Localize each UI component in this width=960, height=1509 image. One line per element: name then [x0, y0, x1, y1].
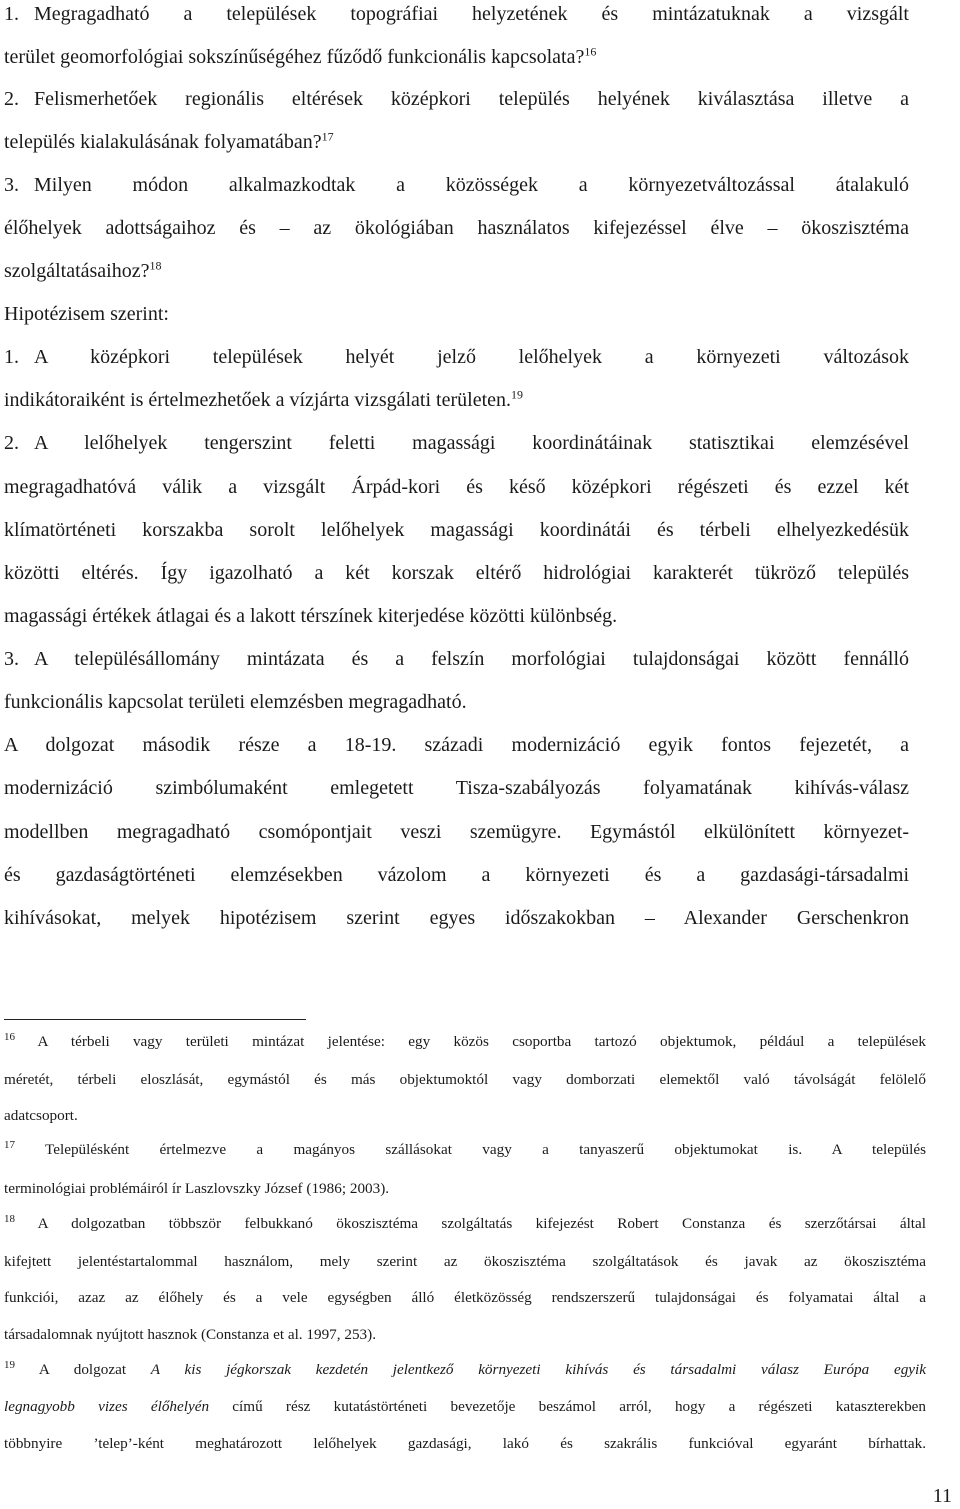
text-line: [4, 561, 909, 585]
footnote-text: méretét, térbeli eloszlását, egymástól és más objektumoktól vagy domborzati elemektől való távolságát felölelő: [4, 1071, 926, 1088]
line-text: klímatörténeti korszakba sorolt lelőhelyek magassági koordinátái és térbeli elhelyezkedésük: [4, 519, 909, 541]
text-line: [4, 216, 909, 240]
text-line: [4, 733, 909, 757]
line-text: A településállomány mintázata és a felszín morfológiai tulajdonságai között fennálló: [34, 648, 909, 670]
line-text: megragadhatóvá válik a vizsgált Árpád-kori és késő középkori régészeti és ezzel két: [4, 476, 909, 498]
list-number: 2.: [4, 432, 19, 454]
footnote-line: [4, 1360, 926, 1380]
line-text: Milyen módon alkalmazkodtak a közösségek a környezetváltozással átalakuló: [34, 174, 909, 196]
footnote-line: [4, 1288, 926, 1308]
footnote-line: [4, 1214, 926, 1234]
text-line: [4, 647, 909, 671]
text-line: [4, 475, 909, 499]
footnote-ref: 17: [321, 129, 334, 144]
footnote-line: [4, 1070, 926, 1090]
footnote-italic-title: A kis jégkorszak kezdetén jelentkező környezeti kihívás és társadalmi válasz Európa egyik: [150, 1361, 926, 1378]
footnote-text: A térbeli vagy területi mintázat jelentése: egy közös csoportba tartozó objektumok, például a települések: [37, 1033, 926, 1050]
line-text: közötti eltérés. Így igazolható a két korszak eltérő hidrológiai karakterét tükröző település: [4, 562, 909, 584]
text-line: [4, 906, 909, 930]
footnote-line: [4, 1434, 926, 1454]
line-text: Hipotézisem szerint:: [4, 303, 169, 325]
page-number: 11: [932, 1485, 952, 1507]
footnote-line: [4, 1032, 926, 1052]
text-line: [4, 820, 909, 844]
text-line: [4, 604, 617, 628]
text-line: [4, 173, 909, 197]
text-line: [4, 87, 909, 111]
line-text: modernizáció szimbólumaként emlegetett Tisza-szabályozás folyamatának kihívás-válasz: [4, 777, 909, 799]
footnote-text: társadalomnak nyújtott hasznok (Constanza et al. 1997, 253).: [4, 1326, 377, 1343]
line-text: A lelőhelyek tengerszint feletti magassági koordinátáinak statisztikai elemzésével: [34, 432, 909, 454]
line-text: kihívásokat, melyek hipotézisem szerint egyes időszakokban – Alexander Gerschenkron: [4, 907, 909, 929]
footnote-text: című rész kutatástörténeti bevezetője beszámol arról, hogy a régészeti kataszterekben: [209, 1398, 926, 1415]
footnote-separator: [4, 1019, 306, 1020]
footnote-line: [4, 1397, 926, 1417]
footnote-ref: 18: [149, 258, 162, 273]
footnote-number: 19: [4, 1358, 15, 1371]
text-line: [4, 776, 909, 800]
footnote-text: A dolgozat: [38, 1361, 151, 1378]
footnote-text: Településként értelmezve a magányos szállásokat vagy a tanyaszerű objektumokat is. A település: [45, 1141, 927, 1158]
text-line: [4, 388, 523, 412]
footnote-text: A dolgozatban többször felbukkanó ökoszisztéma szolgáltatás kifejezést Robert Constanza és szerzőtársai által: [37, 1215, 926, 1232]
list-number: 3.: [4, 648, 19, 670]
text-line: [4, 130, 334, 154]
footnote-text: terminológiai problémáiról ír Laszlovszky József (1986; 2003).: [4, 1180, 390, 1197]
footnote-number: 18: [4, 1212, 15, 1225]
text-line: [4, 863, 909, 887]
line-text: és gazdaságtörténeti elemzésekben vázolom a környezeti és a gazdasági-társadalmi: [4, 864, 909, 886]
text-line: [4, 431, 909, 455]
line-text: terület geomorfológiai sokszínűségéhez fűződő funkcionális kapcsolata?: [4, 46, 585, 68]
footnote-ref: 16: [584, 44, 597, 59]
footnote-text: adatcsoport.: [4, 1107, 78, 1124]
footnote-line: [4, 1179, 389, 1199]
line-text: Felismerhetőek regionális eltérések középkori település helyének kiválasztása illetve a: [34, 88, 909, 110]
footnote-text: kifejtett jelentéstartalommal használom, mely szerint az ökoszisztéma szolgáltatások és javak az ökoszisztéma: [4, 1253, 926, 1270]
footnote-line: [4, 1252, 926, 1272]
footnote-italic-title: legnagyobb vizes élőhelyén: [4, 1398, 210, 1415]
footnote-number: 16: [4, 1030, 15, 1043]
line-text: A középkori települések helyét jelző lelőhelyek a környezeti változások: [34, 346, 909, 368]
list-number: 1.: [4, 346, 19, 368]
text-line: [4, 518, 909, 542]
text-line: [4, 45, 596, 69]
text-line: [4, 690, 467, 714]
footnote-number: 17: [4, 1138, 15, 1151]
footnote-line: [4, 1325, 376, 1345]
text-line: [4, 259, 162, 283]
line-text: élőhelyek adottságaihoz és – az ökológiában használatos kifejezéssel élve – ökoszisztéma: [4, 217, 909, 239]
line-text: szolgáltatásaihoz?: [4, 260, 150, 282]
list-number: 1.: [4, 3, 19, 25]
footnote-ref: 19: [511, 387, 524, 402]
line-text: magassági értékek átlagai és a lakott térszínek kiterjedése közötti különbség.: [4, 605, 618, 627]
footnote-line: [4, 1140, 926, 1160]
line-text: funkcionális kapcsolat területi elemzésben megragadható.: [4, 691, 467, 713]
footnote-text: funkciói, azaz az élőhely és a vele egységben álló életközösség rendszerszerű tulajdonságai és folyamatai által a: [4, 1289, 926, 1306]
text-line: [4, 2, 909, 26]
line-text: Megragadható a települések topográfiai helyzetének és mintázatuknak a vizsgált: [34, 3, 909, 25]
footnote-text: többnyire ’telep’-ként meghatározott lelőhelyek gazdasági, lakó és szakrális funkcióval egyaránt bírhattak.: [4, 1435, 926, 1452]
line-text: modellben megragadható csomópontjait veszi szemügyre. Egymástól elkülönített környezet-: [4, 821, 909, 843]
line-text: A dolgozat második része a 18-19. századi modernizáció egyik fontos fejezetét, a: [4, 734, 909, 756]
line-text: település kialakulásának folyamatában?: [4, 131, 322, 153]
list-number: 3.: [4, 174, 19, 196]
footnote-line: [4, 1106, 78, 1126]
line-text: indikátoraiként is értelmezhetőek a vízjárta vizsgálati területen.: [4, 389, 512, 411]
text-line: [4, 302, 169, 326]
list-number: 2.: [4, 88, 19, 110]
text-line: [4, 345, 909, 369]
